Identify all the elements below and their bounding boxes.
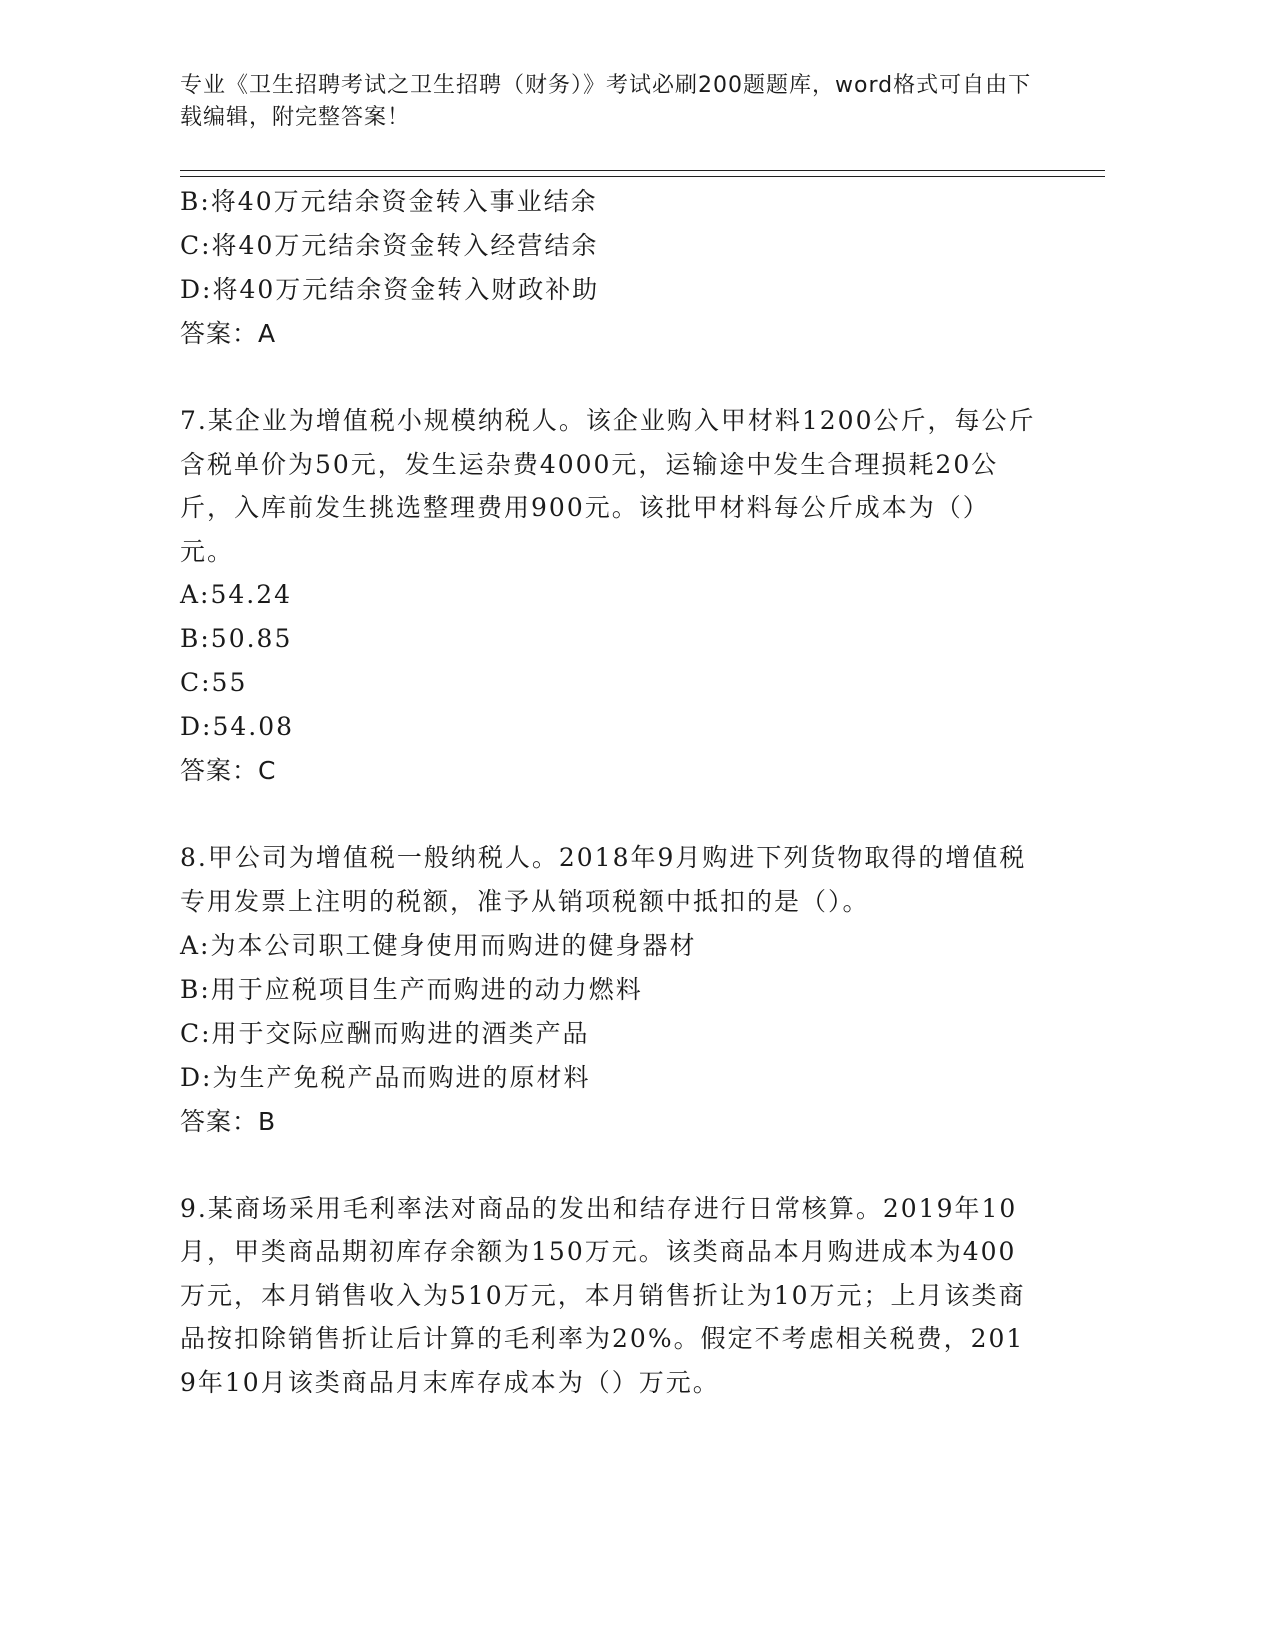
- answer-line: 答案：C: [180, 756, 277, 786]
- option-d: D:将40万元结余资金转入财政补助: [180, 275, 600, 304]
- answer-line: 答案：B: [180, 1106, 277, 1136]
- header-rule-top: [180, 170, 1105, 171]
- header-rule-bottom: [180, 176, 1105, 177]
- option-b: B:50.85: [180, 624, 293, 654]
- spacer: [180, 356, 1040, 399]
- option-d: D:54.08: [180, 712, 295, 742]
- option-d: D:为生产免税产品而购进的原材料: [180, 1062, 591, 1092]
- question-content: [180, 180, 1040, 1405]
- question-8-stem: 8.甲公司为增值税一般纳税人。2018年9月购进下列货物取得的增值税专用发票上注明的税额，准予从销项税额中抵扣的是（）。: [180, 843, 1027, 916]
- document-header: 专业《卫生招聘考试之卫生招聘（财务）》考试必刷200题题库，word格式可自由下载编辑，附完整答案！: [180, 73, 1032, 130]
- option-c: C:将40万元结余资金转入经营结余: [180, 231, 599, 260]
- option-c: C:用于交际应酬而购进的酒类产品: [180, 1018, 590, 1048]
- option-c: C:55: [180, 668, 248, 698]
- question-9-stem: 9.某商场采用毛利率法对商品的发出和结存进行日常核算。2019年10月，甲类商品期初库存余额为150万元。该类商品本月购进成本为400万元，本月销售收入为510万元，本月销售折让为10万元；上月该类商品按扣除销售折让后计算的毛利率为20%。假定不考虑相关税费，2019年10月该类商品月末库存成本为（）万元。: [180, 1193, 1026, 1397]
- answer-line: 答案：A: [180, 319, 277, 348]
- spacer: [180, 1144, 1040, 1187]
- option-b: B:用于应税项目生产而购进的动力燃料: [180, 974, 643, 1004]
- option-b: B:将40万元结余资金转入事业结余: [180, 187, 598, 216]
- option-a: A:为本公司职工健身使用而购进的健身器材: [180, 930, 697, 960]
- spacer: [180, 793, 1040, 836]
- option-a: A:54.24: [180, 580, 293, 610]
- question-7-stem: 7.某企业为增值税小规模纳税人。该企业购入甲材料1200公斤，每公斤含税单价为50元，发生运杂费4000元，运输途中发生合理损耗20公斤，入库前发生挑选整理费用900元。该批甲材料每公斤成本为（）元。: [180, 406, 1036, 566]
